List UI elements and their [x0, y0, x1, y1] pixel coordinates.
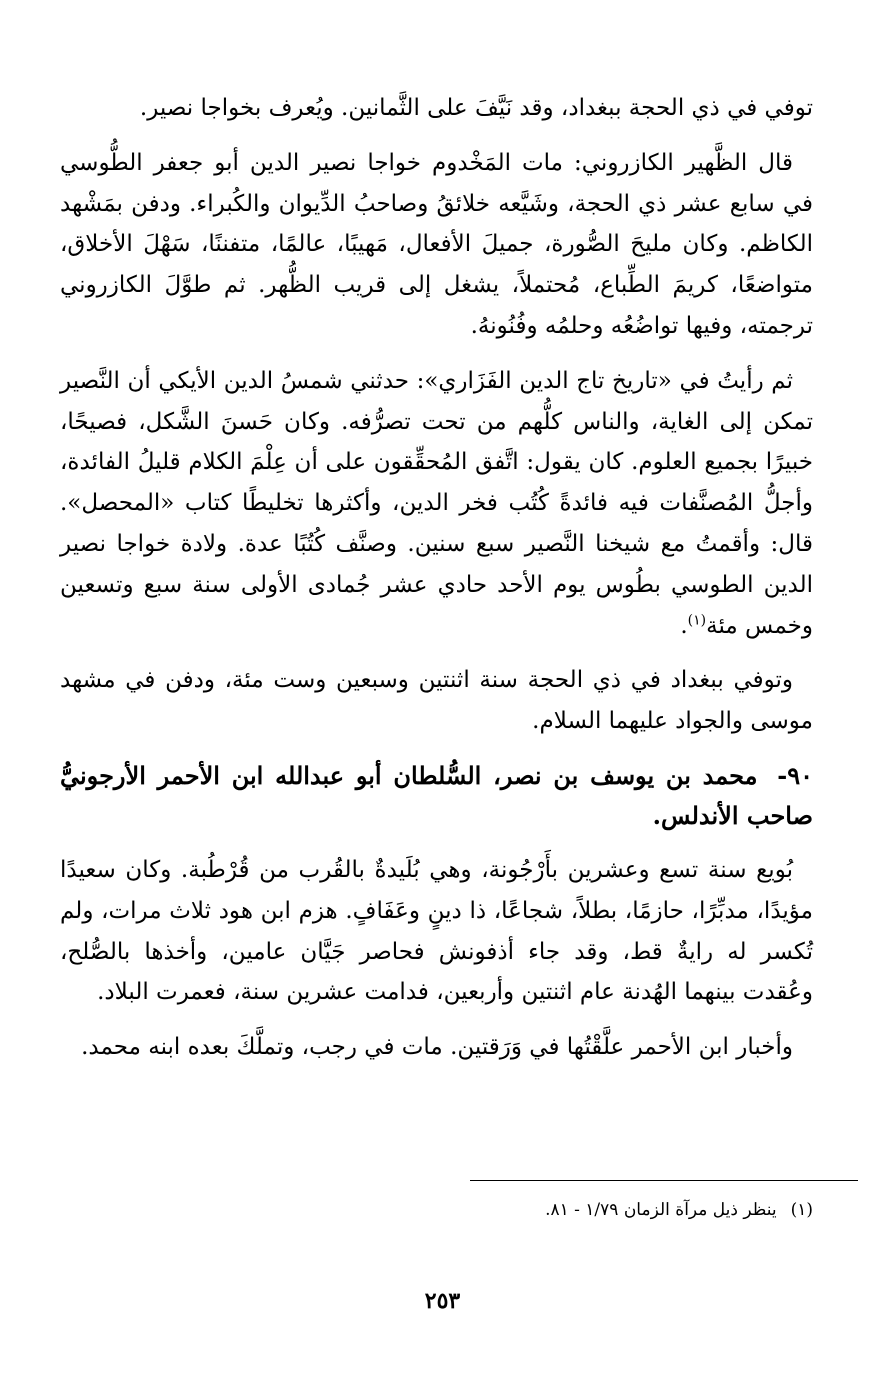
- footnote-divider: [470, 1180, 858, 1181]
- paragraph-4: وتوفي ببغداد في ذي الحجة سنة اثنتين وسبعين وست مئة، ودفن في مشهد موسى والجواد عليهما السلام.: [60, 667, 813, 735]
- paragraph-2: قال الظَّهير الكازروني: مات المَخْدوم خواجا نصير الدين أبو جعفر الطُّوسي في سابع عشر ذي الحجة، وشَيَّعه خلائقُ وصاحبُ الدِّيوان والكُبراء. ودفن بمَشْهد الكاظم. وكان مليحَ الصُّورة، جميلَ الأفعال، مَهيبًا، عالمًا، متفننًا، سَهْلَ الأخلاق، متواضعًا، كريمَ الطِّباع، مُحتملاً، يشغل إلى قريب الظُّهر. ثم طوَّلَ الكازروني ترجمته، وفيها تواضُعُه وحلمُه وفُنُونهُ.: [60, 149, 813, 339]
- paragraph-3-end: .: [680, 612, 688, 639]
- footnote-text: ينظر ذيل مرآة الزمان ١/٧٩ - ٨١.: [545, 1200, 777, 1220]
- paragraph-3-text: ثم رأيتُ في «تاريخ تاج الدين الفَزَاري»: حدثني شمسُ الدين الأيكي أن النَّصير تمكن إلى الغاية، والناس كلُّهم من تحت تصرُّفه. وكان حَسنَ الشَّكل، فصيحًا، خبيرًا بجميع العلوم. كان يقول: اتَّفق المُحقِّقون على أن عِلْمَ الكلام قليلُ الفائدة، وأجلُّ المُصنَّفات فيه فائدةً كُتُب فخر الدين، وأكثرها تخليطًا كتاب «المحصل». قال: وأقمتُ مع شيخنا النَّصير سبع سنين. وصنَّف كُتُبًا عدة. ولادة خواجا نصير الدين الطوسي بطُوس يوم الأحد حادي عشر جُمادى الأولى سنة سبع وتسعين وخمس مئة: [60, 367, 813, 639]
- footnote: [60, 1196, 813, 1224]
- paragraph-1: توفي في ذي الحجة ببغداد، وقد نَيَّفَ على الثَّمانين. ويُعرف بخواجا نصير.: [139, 95, 813, 121]
- entry-number: ٩٠-: [777, 760, 813, 790]
- footnote-reference: (١): [687, 611, 707, 628]
- page-number: ٢٥٣: [424, 1288, 461, 1314]
- entry-paragraph-1: بُويع سنة تسع وعشرين بأَرْجُونة، وهي بُلَيدةٌ بالقُرب من قُرْطُبة. وكان سعيدًا مؤيدًا، مدبِّرًا، حازمًا، بطلاً، شجاعًا، ذا دينٍ وعَفَافٍ. هزم ابن هود ثلاث مرات، ولم تُكسر له رايةٌ قط، وقد جاء أذفونش فحاصر جَيَّان عامين، وأخذها بالصُّلح، وعُقدت بينهما الهُدنة عام اثنتين وأربعين، فدامت عشرين سنة، فعمرت البلاد.: [60, 856, 813, 1006]
- entry-paragraph-2: وأخبار ابن الأحمر علَّقْتُها في وَرَقتين. مات في رجب، وتملَّكَ بعده ابنه محمد.: [81, 1034, 793, 1061]
- footnote-marker: (١): [790, 1200, 813, 1220]
- main-text: [60, 88, 813, 1082]
- entry-heading: [60, 756, 813, 836]
- paragraph-3: [60, 361, 813, 647]
- entry-title: محمد بن يوسف بن نصر، السُّلطان أبو عبدالله ابن الأحمر الأرجونيُّ صاحب الأندلس.: [60, 760, 813, 830]
